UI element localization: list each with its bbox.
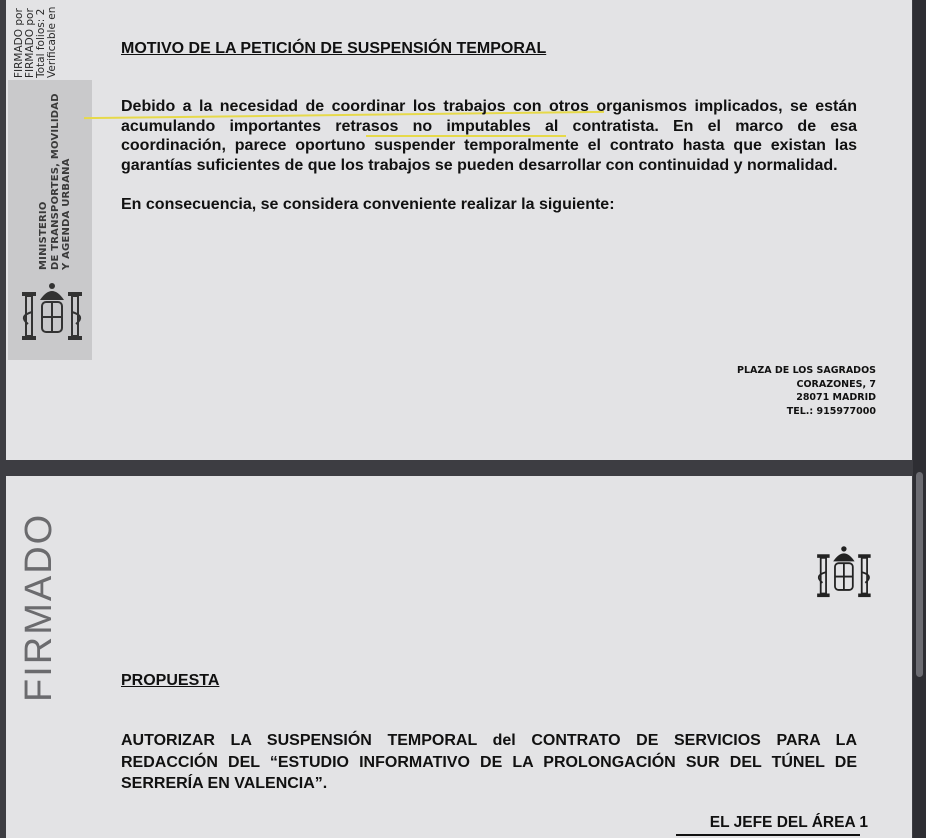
section-heading-motivo: MOTIVO DE LA PETICIÓN DE SUSPENSIÓN TEMPORAL bbox=[121, 40, 547, 57]
address-line: CORAZONES, 7 bbox=[796, 378, 876, 390]
ministry-name bbox=[38, 93, 73, 270]
document-page-2 bbox=[6, 476, 912, 838]
paragraph-consecuencia: En consecuencia, se considera conveniente realizar la siguiente: bbox=[121, 196, 615, 213]
coat-of-arms-icon bbox=[14, 276, 88, 350]
signature-line: FIRMADO por bbox=[24, 8, 36, 78]
paragraph-motivo: Debido a la necesidad de coordinar los trabajos con otros organismos implicados, se están acumulando importantes retrasos no imputables al contratista. En el marco de esa coordinación, parece oportuno suspender temporalmente el contrato hasta que existan las garantías suficientes de que los trabajos se pueden desarrollar con continuidad y normalidad. bbox=[121, 98, 857, 174]
address-line: 28071 MADRID bbox=[796, 392, 876, 403]
signature-metadata-strip bbox=[14, 7, 58, 78]
firmado-stamp: FIRMADO bbox=[18, 512, 60, 702]
signature-line: FIRMADO por bbox=[13, 8, 25, 78]
scrollbar-thumb[interactable] bbox=[916, 472, 923, 677]
address-line: PLAZA DE LOS SAGRADOS bbox=[736, 365, 876, 376]
signature-line-rule bbox=[676, 834, 860, 836]
ministry-line: DE TRANSPORTES, MOVILIDAD bbox=[49, 93, 61, 270]
signer-title: EL JEFE DEL ÁREA 1 bbox=[709, 814, 868, 831]
ministry-line: Y AGENDA URBANA bbox=[61, 158, 72, 270]
document-page-1 bbox=[6, 0, 912, 460]
vertical-scrollbar[interactable] bbox=[913, 0, 926, 838]
ministry-address bbox=[737, 364, 876, 418]
section-heading-propuesta: PROPUESTA bbox=[121, 672, 220, 689]
signature-line: Verificable en bbox=[46, 6, 58, 78]
signature-line: Total folios: 2 bbox=[35, 8, 47, 78]
paragraph-propuesta: AUTORIZAR LA SUSPENSIÓN TEMPORAL del CONTRATO DE SERVICIOS PARA LA REDACCIÓN DEL “ESTUDIO INFORMATIVO DE LA PROLONGACIÓN SUR DEL TÚNEL DE SERRERÍA EN VALENCIA”. bbox=[121, 732, 857, 792]
coat-of-arms-icon bbox=[808, 540, 878, 606]
ministry-line: MINISTERIO bbox=[38, 201, 49, 270]
address-line: TEL.: 915977000 bbox=[786, 405, 876, 417]
